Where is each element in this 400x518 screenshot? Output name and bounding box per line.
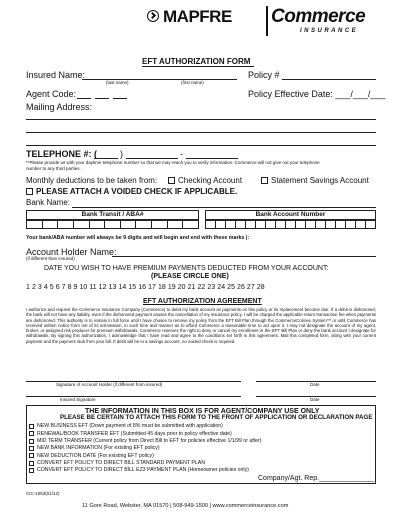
bank-transit-digit-grid[interactable] xyxy=(26,220,199,229)
agent-option-checkbox[interactable] xyxy=(29,439,34,444)
account-holder-sublabel: (if different than insured) xyxy=(26,256,75,261)
mailing-address-label: Mailing Address: xyxy=(26,102,93,112)
telephone-dash: - xyxy=(180,149,183,159)
bank-transit-header xyxy=(26,210,199,220)
digit-cell[interactable] xyxy=(183,221,199,229)
telephone-area-field[interactable] xyxy=(94,158,118,159)
agent-option-label: NEW DEDUCTION DATE (For existing EFT policy) xyxy=(37,452,154,459)
mailing-address-line-3[interactable] xyxy=(26,145,376,146)
checking-account-label: Checking Account xyxy=(178,176,243,185)
digit-cell[interactable] xyxy=(346,221,356,229)
last-name-sublabel: (last name) xyxy=(106,80,129,85)
insured-signature-label: Insured Signature xyxy=(60,397,96,402)
digit-cell[interactable] xyxy=(326,221,336,229)
mailing-address-line-1[interactable] xyxy=(26,119,376,120)
insurance-logo-text: INSURANCE xyxy=(300,28,359,34)
agent-option-label: NEW BANK INFORMATION (For existing EFT policy) xyxy=(37,445,160,452)
agent-code-field-1[interactable] xyxy=(77,98,91,99)
agreement-title: EFT AUTHORIZATION AGREEMENT xyxy=(143,298,262,305)
agent-option-label: RENEWAL/BOOK TRANSFER EFT (Submitted 45 days prior to policy effective date) xyxy=(37,430,232,437)
account-holder-field[interactable] xyxy=(112,256,376,257)
agent-code-field-2[interactable] xyxy=(95,98,109,99)
bank-account-digit-row xyxy=(206,221,376,229)
first-name-sublabel: (first name) xyxy=(181,80,204,85)
digit-cell[interactable] xyxy=(58,221,74,229)
account-holder-label: Account Holder Name: xyxy=(26,247,117,257)
digit-cell[interactable] xyxy=(42,221,58,229)
aba-note: Your bank/ABA number will always be 9 digits and will begin and end with these marks |: xyxy=(26,235,250,241)
bank-transit-digit-row xyxy=(27,221,199,229)
telephone-prefix-field[interactable] xyxy=(126,158,178,159)
phone-note-line-1: **Please provide us with your daytime telephone number so that we may reach you to verify information. Commerce will not give out your telephone xyxy=(26,160,320,165)
account-holder-date-label: Date xyxy=(310,382,320,387)
statement-savings-label: Statement Savings Account xyxy=(271,176,369,185)
digit-cell[interactable] xyxy=(105,221,121,229)
mapfre-logo-mark-icon xyxy=(147,10,159,22)
form-code: CIC-1053(01/12) xyxy=(26,491,60,496)
digit-cell[interactable] xyxy=(27,221,43,229)
digit-cell[interactable] xyxy=(246,221,256,229)
statement-savings-checkbox[interactable] xyxy=(261,177,268,184)
account-holder-signature-label: Signature of Account Holder (if different from insured) xyxy=(56,382,163,387)
digit-cell[interactable] xyxy=(296,221,306,229)
phone-note-line-2: number to any third parties. xyxy=(26,166,81,171)
agent-option-label: MID TERM TRANSFER (Current policy from Direct Bill to EFT for policies effective 1/1/99 or after) xyxy=(37,437,262,444)
digit-cell[interactable] xyxy=(236,221,246,229)
checking-account-checkbox[interactable] xyxy=(168,177,175,184)
mailing-address-line-2[interactable] xyxy=(26,132,376,133)
telephone-number-field[interactable] xyxy=(186,158,238,159)
bank-account-digit-grid[interactable] xyxy=(205,220,376,229)
title-underline xyxy=(142,66,254,67)
form-title: EFT AUTHORIZATION FORM xyxy=(142,57,251,66)
digit-cell[interactable] xyxy=(89,221,105,229)
logo-divider xyxy=(266,6,268,36)
digit-cell[interactable] xyxy=(316,221,326,229)
digit-cell[interactable] xyxy=(206,221,216,229)
digit-cell[interactable] xyxy=(276,221,286,229)
footer-address: 11 Gore Road, Webster, MA 01570 | 508-949-1500 | www.commerceinsurance.com xyxy=(82,503,289,509)
voided-check-checkbox[interactable] xyxy=(26,188,33,195)
digit-cell[interactable] xyxy=(256,221,266,229)
agent-box-title-2: PLEASE BE CERTAIN TO ATTACH THIS FORM TO THE FRONT OF APPLICATION OR DECLARATION PAGE xyxy=(60,414,373,421)
digit-cell[interactable] xyxy=(306,221,316,229)
agent-option-label: CONVERT EFT POLICY TO DIRECT BILL EZ3 PAYMENT PLAN (Homeowner policies only) xyxy=(37,467,249,474)
commerce-logo-text: Commerce xyxy=(271,6,366,27)
agent-option-checkbox[interactable] xyxy=(29,461,34,466)
bank-account-header xyxy=(205,210,376,220)
bank-name-label: Bank Name: xyxy=(26,198,71,207)
agent-option-checkbox[interactable] xyxy=(29,453,34,458)
monthly-deductions-label: Monthly deductions to be taken from: xyxy=(26,176,158,185)
telephone-paren-close: ) xyxy=(120,149,123,159)
digit-cell[interactable] xyxy=(136,221,152,229)
bank-account-header-text: Bank Account Number xyxy=(255,211,326,218)
bank-transit-header-text: Bank Transit / ABA# xyxy=(81,211,144,218)
digit-cell[interactable] xyxy=(266,221,276,229)
agent-box-title-1: THE INFORMATION IN THIS BOX IS FOR AGENT/COMPANY USE ONLY xyxy=(85,408,320,415)
digit-cell[interactable] xyxy=(366,221,376,229)
mapfre-logo-text: MAPFRE xyxy=(163,7,232,26)
bank-name-field[interactable] xyxy=(72,207,376,208)
policy-effective-date-label[interactable]: Policy Effective Date: ___/___/___ xyxy=(248,89,386,99)
agent-option-checkbox[interactable] xyxy=(29,468,34,473)
insured-date-label: Date xyxy=(310,397,320,402)
voided-check-label: PLEASE ATTACH A VOIDED CHECK IF APPLICABLE. xyxy=(36,187,238,196)
agent-option-checkbox[interactable] xyxy=(29,446,34,451)
agreement-text: I authorize and request the Commerce Insurance Company (Commerce) to debit my bank account as payments on this policy or its replacement become due. If a debit is dishonored, the bank will not have any liability, even if the dishonored payment causes the cancellation of my insurance policy. I will be charged the applicable return transaction fee when payments are dishonored. This authority is to remain in full force until I have chosen to remove my policy from the EFT Bill Plan through the CommerceConnex System™ or until Commerce has received written notice from me of its termination, in such time and manner as to afford Commerce a reasonable time to act upon it. I may not designate the account of my agent, broker, or assigned risk producer for premium withdrawals. Commerce reserves the right to deny or cancel my enrollment in the EFT Bill Plan or deny the bank account I designate for withdrawals. By signing this authorization, I acknowledge that I have read and agree to the conditions set forth in this agreement. Mail this completed form, along with your current payment and the payment stub from your bill. If debit will be to a savings account, no voided check is required. xyxy=(26,307,376,344)
agent-option-label: NEW BUSINESS EFT (Down payment of 8% must be submitted with application) xyxy=(37,423,223,430)
digit-cell[interactable] xyxy=(120,221,136,229)
digit-cell[interactable] xyxy=(336,221,346,229)
digit-cell[interactable] xyxy=(286,221,296,229)
digit-cell[interactable] xyxy=(226,221,236,229)
deduction-day-options[interactable]: 1 2 3 4 5 6 7 8 9 10 11 12 13 14 15 16 17 18 19 20 21 22 23 24 25 26 27 28 xyxy=(26,284,265,291)
policy-number-label: Policy # xyxy=(248,70,280,80)
agent-option-checkbox[interactable] xyxy=(29,424,34,429)
agent-option-label: CONVERT EFT POLICY TO DIRECT BILL STANDARD PAYMENT PLAN xyxy=(37,459,205,466)
digit-cell[interactable] xyxy=(152,221,168,229)
company-agent-rep-field[interactable]: Company/Agt. Rep.______________ xyxy=(258,475,374,482)
digit-cell[interactable] xyxy=(73,221,89,229)
deduction-date-question: DATE YOU WISH TO HAVE PREMIUM PAYMENTS DEDUCTED FROM YOUR ACCOUNT: xyxy=(44,265,329,272)
agent-code-field-3[interactable] xyxy=(113,98,127,99)
digit-cell[interactable] xyxy=(167,221,183,229)
insured-signature-field[interactable] xyxy=(26,396,241,397)
telephone-label: TELEPHONE #: ( xyxy=(26,149,98,159)
insured-name-label: Insured Name: xyxy=(26,70,86,80)
digit-cell[interactable] xyxy=(356,221,366,229)
policy-number-field[interactable] xyxy=(282,79,376,80)
agent-code-label: Agent Code: xyxy=(26,89,77,99)
digit-cell[interactable] xyxy=(216,221,226,229)
circle-one-instruction: (PLEASE CIRCLE ONE) xyxy=(151,273,229,280)
agent-option-checkbox[interactable] xyxy=(29,431,34,436)
